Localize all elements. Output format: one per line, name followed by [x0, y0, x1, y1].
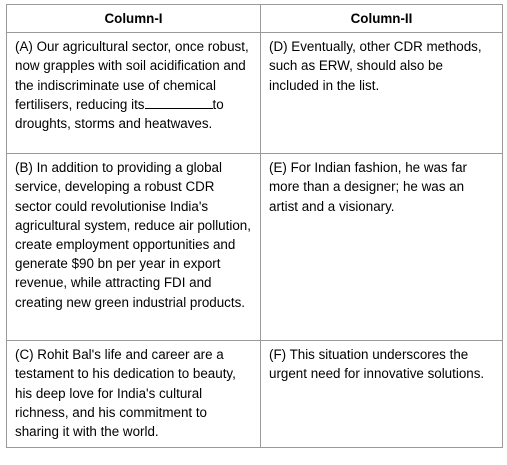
- cell-a: [7, 33, 261, 154]
- fill-in-blank: [145, 95, 213, 109]
- cell-d: (D) Eventually, other CDR methods, such as ERW, should also be included in the list.: [261, 33, 503, 154]
- match-columns-table-wrapper: [6, 4, 502, 448]
- table-header-row: [7, 5, 503, 33]
- table-row: [7, 154, 503, 341]
- match-columns-table: [6, 4, 503, 448]
- column-2-header: Column-II: [261, 5, 503, 33]
- cell-c: (C) Rohit Bal's life and career are a testament to his dedication to beauty, his deep love for India's cultural richness, and his commitment to sharing it with the world.: [7, 341, 261, 448]
- cell-a-text-before-blank: (A) Our agricultural sector, once robust, now grapples with soil acidification and the indiscriminate use of chemical fertilisers, reducing its: [15, 39, 249, 112]
- cell-b: (B) In addition to providing a global service, developing a robust CDR sector could revolutionise India's agricultural system, reduce air pollution, create employment opportunities and generate $90 bn per year in export revenue, while attracting FDI and creating new green industrial products.: [7, 154, 261, 341]
- cell-e: (E) For Indian fashion, he was far more than a designer; he was an artist and a visionary.: [261, 154, 503, 341]
- column-1-header: Column-I: [7, 5, 261, 33]
- cell-f: (F) This situation underscores the urgent need for innovative solutions.: [261, 341, 503, 448]
- cell-a-text-after-blank: to droughts, storms and heatwaves.: [15, 96, 224, 132]
- table-row: [7, 341, 503, 448]
- table-row: [7, 33, 503, 154]
